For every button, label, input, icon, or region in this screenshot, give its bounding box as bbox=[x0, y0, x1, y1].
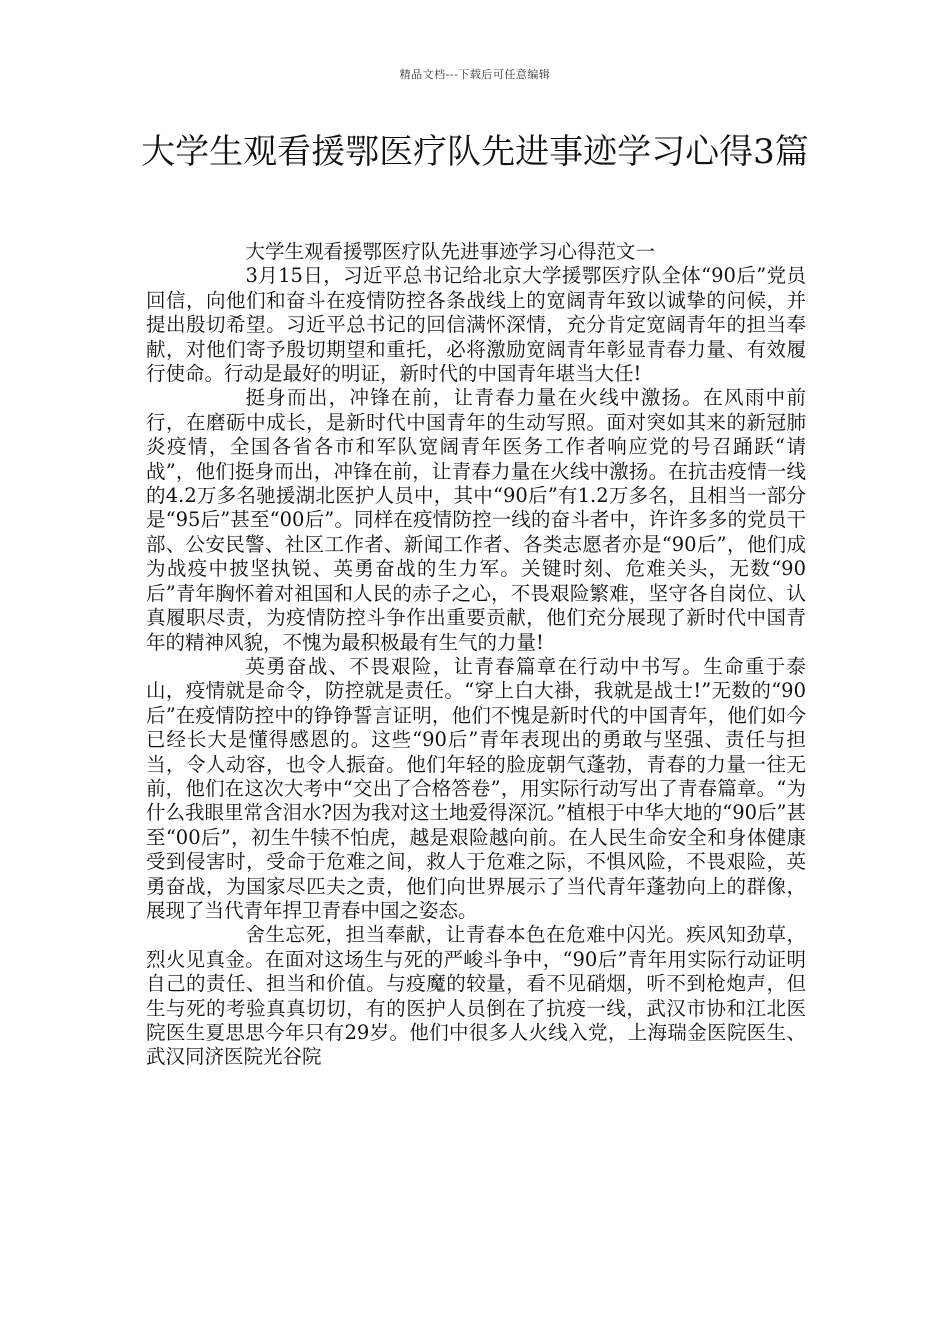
paragraph-subtitle: 大学生观看援鄂医疗队先进事迹学习心得范文一 bbox=[245, 240, 655, 263]
paragraph: 挺身而出，冲锋在前，让青春力量在火线中激扬。在风雨中前行，在磨砺中成长，是新时代中国青年的生动写照。面对突如其来的新冠肺炎疫情，全国各省各市和军队宽阔青年医务工作者响应党的号召踊跃“请战”，他们挺身而出，冲锋在前，让青春力量在火线中激扬。在抗击疫情一线的4.2万多名驰援湖北医护人员中，其中“90后”有1.2万多名，且相当一部分是“95后”甚至“00后”。同样在疫情防控一线的奋斗者中，许许多多的党员干部、公安民警、社区工作者、新闻工作者、各类志愿者亦是“90后”，他们成为战疫中披坚执锐、英勇奋战的生力军。关键时刻、危难关头，无数“90后”青年胸怀着对祖国和人民的赤子之心，不畏艰险繁难，坚守各自岗位、认真履职尽责，为疫情防控斗争作出重要贡献，他们充分展现了新时代中国青年的精神风貌，不愧为最积极最有生气的力量! bbox=[146, 386, 806, 654]
paragraph: 舍生忘死，担当奉献，让青春本色在危难中闪光。疾风知劲草，烈火见真金。在面对这场生与死的严峻斗争中，“90后”青年用实际行动证明自己的责任、担当和价值。与疫魔的较量，看不见硝烟，听不到枪炮声，但生与死的考验真真切切，有的医护人员倒在了抗疫一线，武汉市协和江北医院医生夏思思今年只有29岁。他们中很多人火线入党，上海瑞金医院医生、武汉同济医院光谷院 bbox=[146, 923, 806, 1069]
document-title: 大学生观看援鄂医疗队先进事迹学习心得3篇 bbox=[141, 132, 809, 172]
paragraph: 3月15日，习近平总书记给北京大学援鄂医疗队全体“90后”党员回信，向他们和奋斗在疫情防控各条战线上的宽阔青年致以诚挚的问候，并提出殷切希望。习近平总书记的回信满怀深情，充分肯定宽阔青年的担当奉献，对他们寄予殷切期望和重托，必将激励宽阔青年彰显青春力量、有效履行使命。行动是最好的明证，新时代的中国青年堪当大任! bbox=[146, 264, 806, 386]
paragraph: 英勇奋战、不畏艰险，让青春篇章在行动中书写。生命重于泰山，疫情就是命令，防控就是责任。“穿上白大褂，我就是战士!”无数的“90后”在疫情防控中的铮铮誓言证明，他们不愧是新时代的中国青年，他们如今已经长大是懂得感恩的。这些“90后”青年表现出的勇敢与坚强、责任与担当，令人动容，也令人振奋。他们年轻的脸庞朝气蓬勃，青春的力量一往无前，他们在这次大考中“交出了合格答卷”，用实际行动写出了青春篇章。“为什么我眼里常含泪水?因为我对这土地爱得深沉。”植根于中华大地的“90后”甚至“00后”，初生牛犊不怕虎，越是艰险越向前。在人民生命安全和身体健康受到侵害时，受命于危难之间，救人于危难之际，不惧风险，不畏艰险，英勇奋战，为国家尽匹夫之责，他们向世界展示了当代青年蓬勃向上的群像，展现了当代青年捍卫青春中国之姿态。 bbox=[146, 654, 806, 922]
header-note: 精品文档---下载后可任意编辑 bbox=[399, 68, 551, 81]
document-body bbox=[146, 240, 806, 1070]
